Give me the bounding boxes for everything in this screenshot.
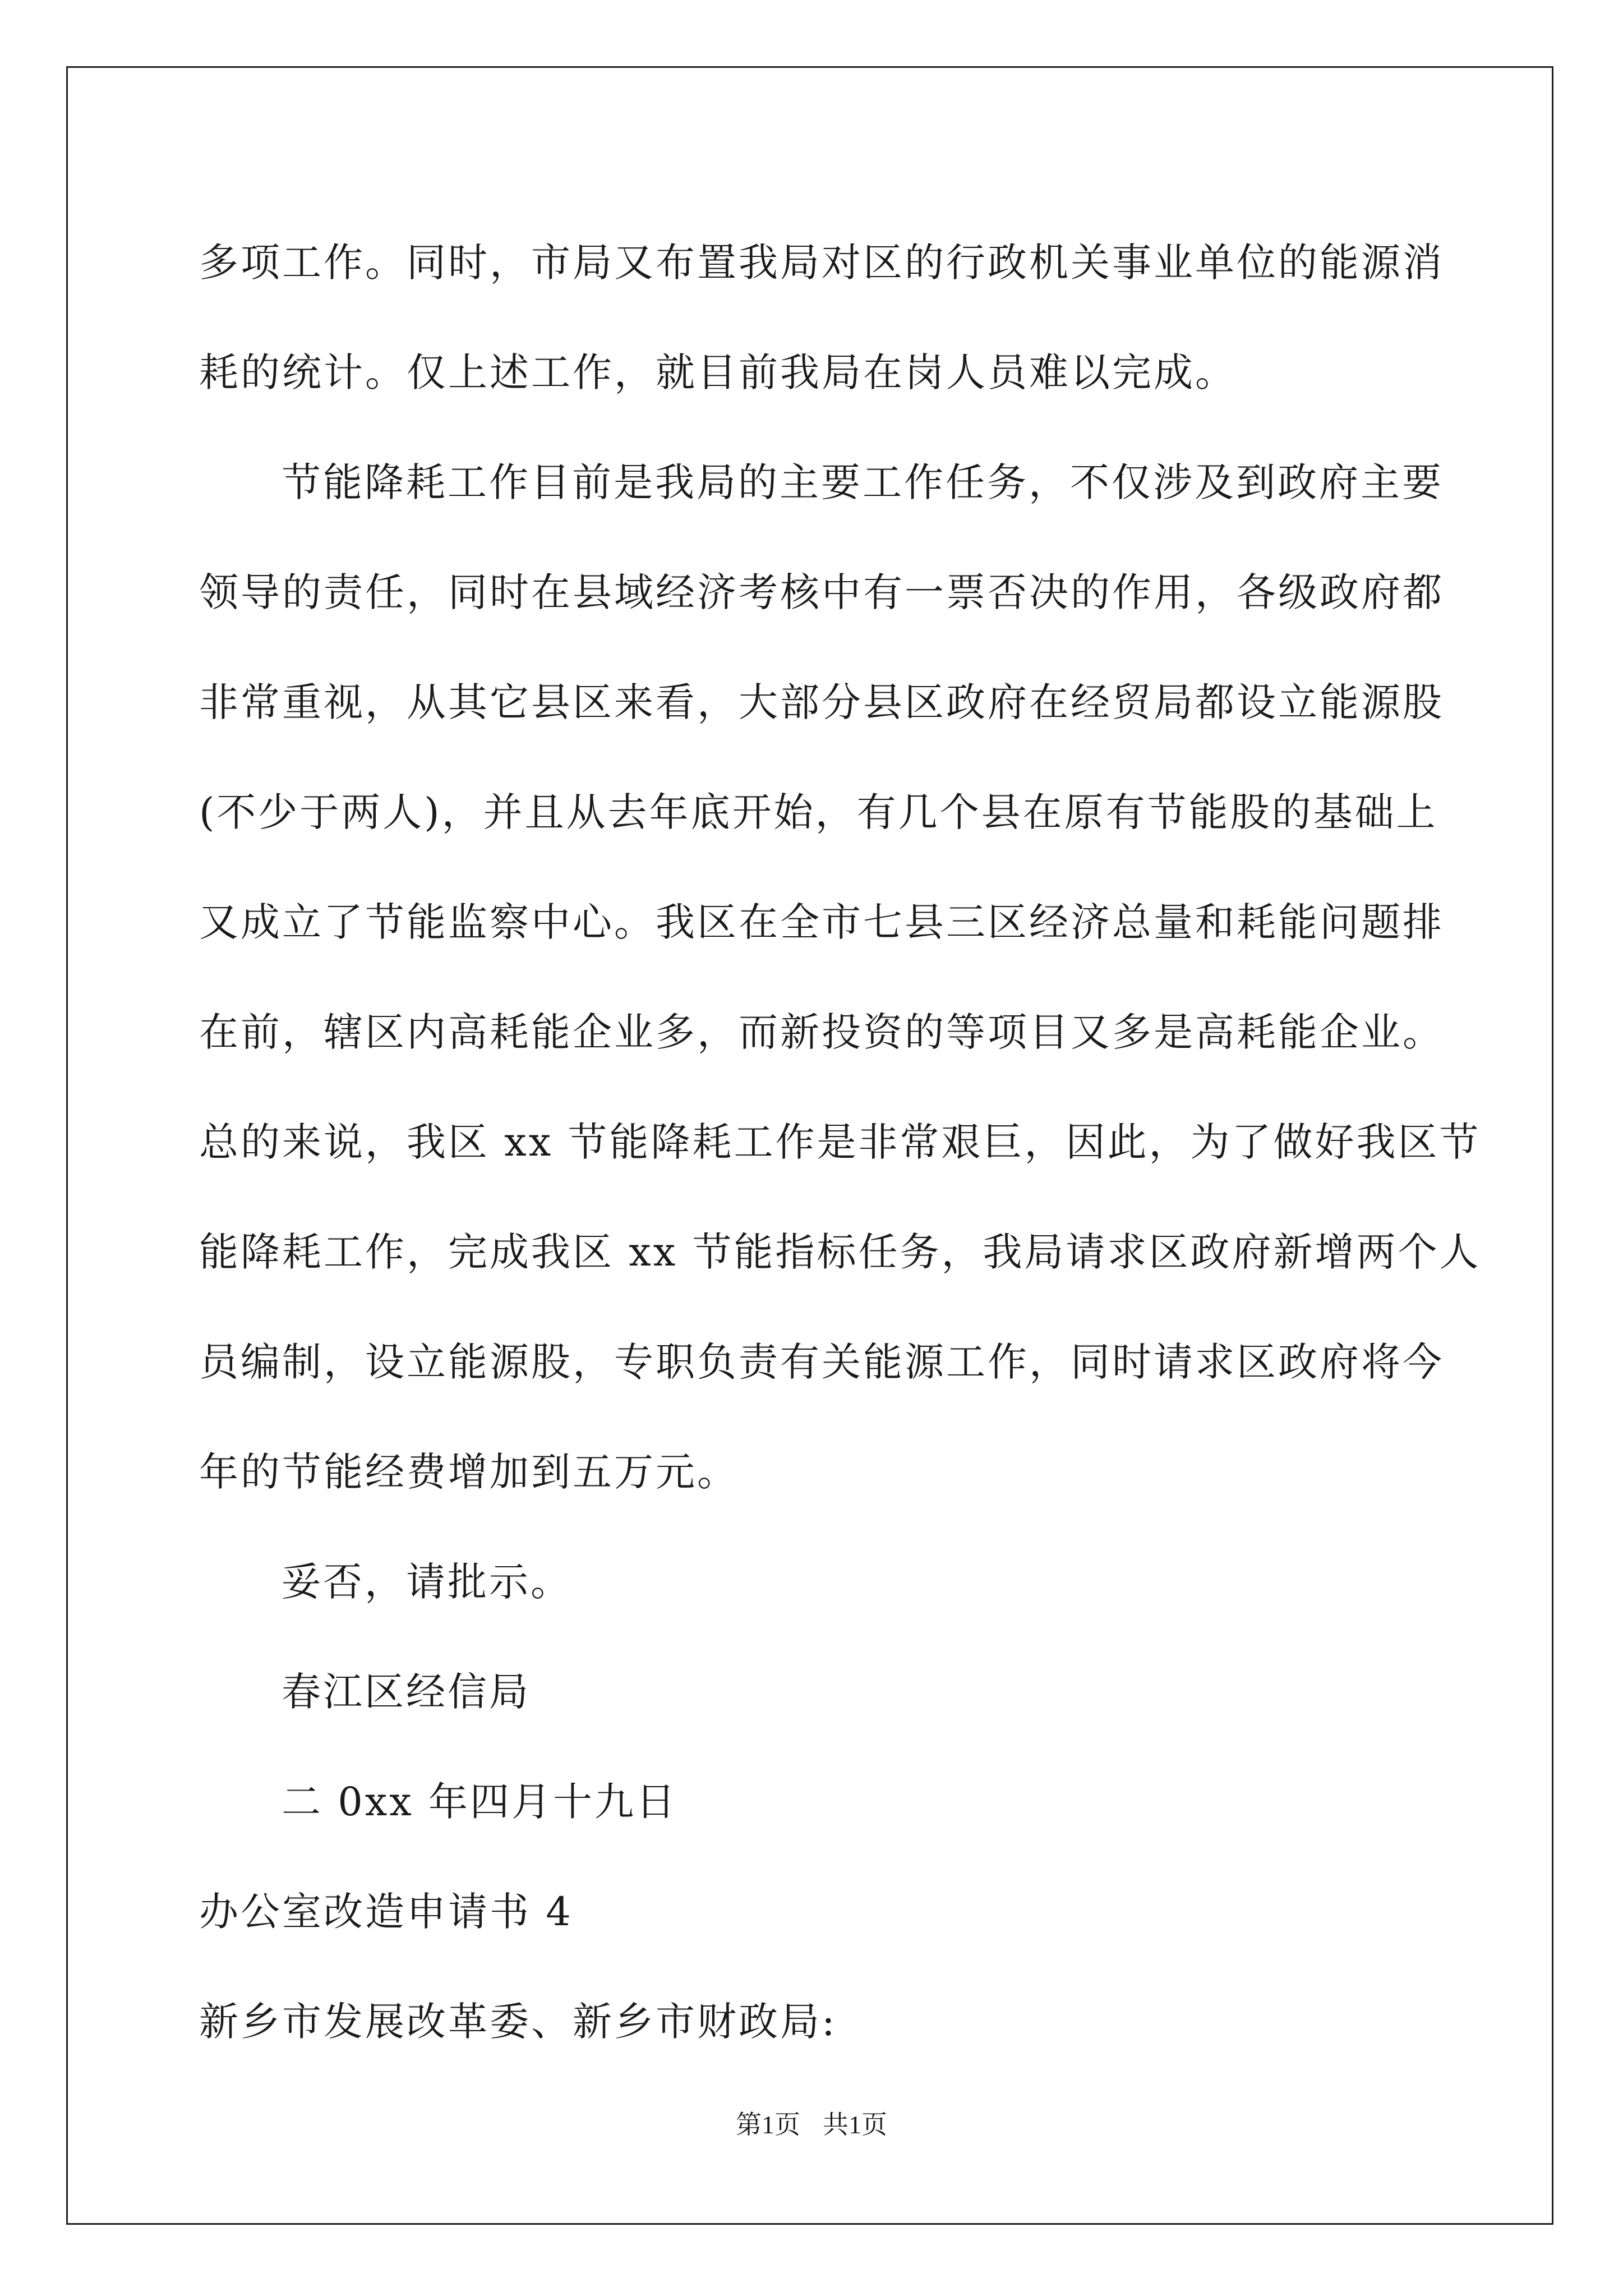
date-line: 二 0xx 年四月十九日 <box>282 1779 677 1825</box>
paragraph-line: 耗的统计。仅上述工作，就目前我局在岗人员难以完成。 <box>199 349 1237 395</box>
page-total: 共1页 <box>823 2110 887 2139</box>
section-title: 办公室改造申请书 4 <box>199 1889 573 1935</box>
paragraph-line: 年的节能经费增加到五万元。 <box>199 1449 739 1495</box>
paragraph-line: 在前，辖区内高耗能企业多，而新投资的等项目又多是高耗能企业。 <box>199 1009 1444 1055</box>
page-footer <box>0 2108 1623 2142</box>
paragraph-line: 多项工作。同时，市局又布置我局对区的行政机关事业单位的能源消 <box>199 240 1444 286</box>
closing-line: 妥否，请批示。 <box>282 1559 572 1605</box>
paragraph-line: 员编制，设立能源股，专职负责有关能源工作，同时请求区政府将今 <box>199 1339 1444 1385</box>
addressee-line: 新乡市发展改革委、新乡市财政局: <box>199 1999 837 2045</box>
paragraph-line: (不少于两人)，并且从去年底开始，有几个县在原有节能股的基础上 <box>199 789 1438 835</box>
document-body <box>199 208 1481 2077</box>
page-number: 第1页 <box>736 2110 800 2139</box>
paragraph-line: 节能降耗工作目前是我局的主要工作任务，不仅涉及到政府主要 <box>282 459 1444 505</box>
signature-line: 春江区经信局 <box>282 1669 531 1715</box>
paragraph-line: 又成立了节能监察中心。我区在全市七县三区经济总量和耗能问题排 <box>199 899 1444 945</box>
paragraph-line: 领导的责任，同时在县域经济考核中有一票否决的作用，各级政府都 <box>199 569 1444 615</box>
paragraph-line: 非常重视，从其它县区来看，大部分县区政府在经贸局都设立能源股 <box>199 679 1444 725</box>
paragraph-line: 总的来说，我区 xx 节能降耗工作是非常艰巨，因此，为了做好我区节 <box>199 1119 1481 1165</box>
paragraph-line: 能降耗工作，完成我区 xx 节能指标任务，我局请求区政府新增两个人 <box>199 1229 1481 1275</box>
